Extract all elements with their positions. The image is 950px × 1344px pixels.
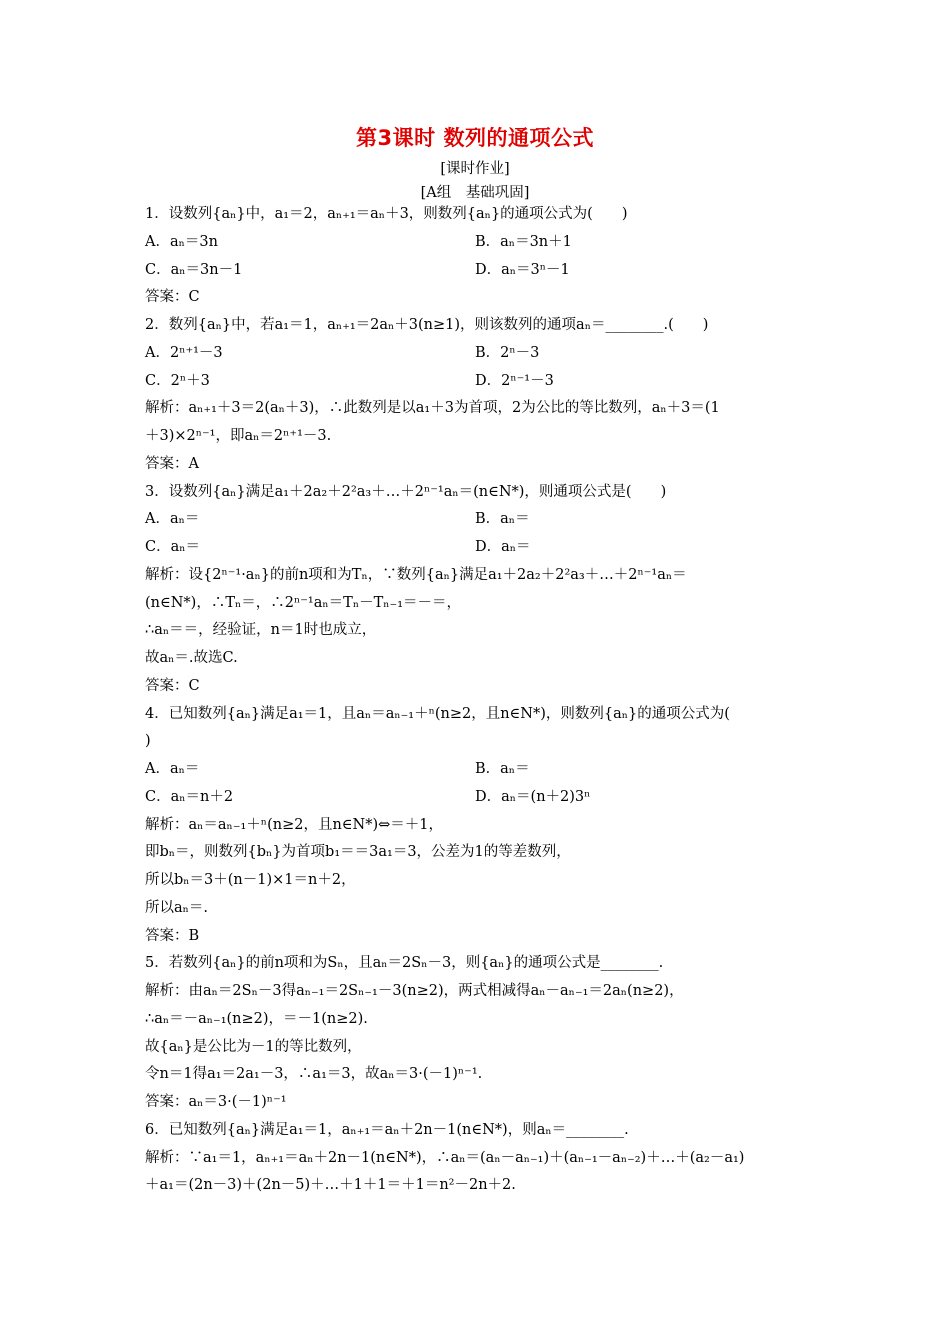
text-line: 令n＝1得a₁＝2a₁－3，∴a₁＝3，故aₙ＝3·(－1)ⁿ⁻¹.: [145, 1066, 483, 1083]
text-line: 答案：C: [145, 677, 200, 694]
text-line: 6．已知数列{aₙ}满足a₁＝1，aₙ₊₁＝aₙ＋2n－1(n∈N*)，则aₙ＝________.: [145, 1121, 629, 1138]
option-left: A．aₙ＝: [145, 511, 200, 528]
text-line: 2．数列{aₙ}中，若a₁＝1，aₙ₊₁＝2aₙ＋3(n≥1)，则该数列的通项aₙ＝________.( ): [145, 317, 709, 333]
options-row: [145, 756, 815, 784]
text-line: 答案：B: [145, 927, 200, 944]
text-line: 解析：∵a₁＝1，aₙ₊₁＝aₙ＋2n－1(n∈N*)，∴aₙ＝(aₙ－aₙ₋₁)＋(aₙ₋₁－aₙ₋₂)＋…＋(a₂－a₁): [145, 1149, 745, 1166]
options-row: [145, 229, 815, 257]
option-right: B．2ⁿ－3: [475, 344, 540, 361]
option-right: D．aₙ＝(n＋2)3ⁿ: [475, 788, 591, 805]
options-row: [145, 784, 815, 812]
option-left: C．aₙ＝: [145, 539, 201, 555]
text-line: (n∈N*)，∴Tₙ＝，∴2ⁿ⁻¹aₙ＝Tₙ－Tₙ₋₁＝－＝，: [145, 594, 462, 611]
option-left: C．2ⁿ＋3: [145, 372, 210, 389]
option-left: C．aₙ＝n＋2: [145, 788, 234, 805]
option-right: B．aₙ＝3n＋1: [475, 233, 572, 250]
text-line: 所以bₙ＝3＋(n－1)×1＝n＋2，: [145, 872, 356, 888]
options-row: [145, 506, 815, 534]
option-right: D．aₙ＝: [475, 539, 531, 555]
option-right: B．aₙ＝: [475, 761, 530, 777]
option-left: A．2ⁿ⁺¹－3: [145, 344, 223, 361]
text-line: 5．若数列{aₙ}的前n项和为Sₙ，且aₙ＝2Sₙ－3，则{aₙ}的通项公式是________.: [145, 955, 664, 972]
text-line: 1．设数列{aₙ}中，a₁＝2，aₙ₊₁＝aₙ＋3，则数列{aₙ}的通项公式为( ): [145, 206, 628, 222]
text-line: 答案：A: [145, 455, 199, 472]
text-line: 所以aₙ＝.: [145, 899, 209, 916]
text-line: 故{aₙ}是公比为－1的等比数列，: [145, 1038, 362, 1055]
text-line: 即bₙ＝，则数列{bₙ}为首项b₁＝＝3a₁＝3，公差为1的等差数列，: [145, 844, 571, 861]
options-row: [145, 340, 815, 368]
text-line: 解析：由aₙ＝2Sₙ－3得aₙ₋₁＝2Sₙ₋₁－3(n≥2)，两式相减得aₙ－aₙ₋₁＝2aₙ(n≥2)，: [145, 983, 684, 999]
page-title: 第3课时 数列的通项公式: [356, 126, 594, 150]
text-line: 解析：设{2ⁿ⁻¹·aₙ}的前n项和为Tₙ，∵数列{aₙ}满足a₁＋2a₂＋2²a₃＋…＋2ⁿ⁻¹aₙ＝: [145, 566, 687, 583]
text-line: ): [145, 733, 151, 750]
text-line: ∴aₙ＝＝，经验证，n＝1时也成立，: [145, 622, 377, 639]
text-line: 答案：C: [145, 289, 200, 306]
text-line: 解析：aₙ＝aₙ₋₁＋ⁿ(n≥2，且n∈N*)⇔＝＋1，: [145, 816, 443, 833]
options-row: [145, 534, 815, 562]
text-line: 答案：aₙ＝3·(－1)ⁿ⁻¹: [145, 1094, 287, 1110]
text-line: 3．设数列{aₙ}满足a₁＋2a₂＋2²a₃＋…＋2ⁿ⁻¹aₙ＝(n∈N*)，则通项公式是( ): [145, 483, 667, 500]
text-line: ∴aₙ＝－aₙ₋₁(n≥2)，＝－1(n≥2).: [145, 1010, 368, 1027]
text-line: 故aₙ＝.故选C.: [145, 650, 238, 666]
text-line: 4．已知数列{aₙ}满足a₁＝1，且aₙ＝aₙ₋₁＋ⁿ(n≥2，且n∈N*)，则数列{aₙ}的通项公式为(: [145, 705, 730, 722]
text-line: ＋a₁＝(2n－3)＋(2n－5)＋…＋1＋1＝＋1＝n²－2n＋2.: [145, 1177, 516, 1194]
options-row: [145, 368, 815, 396]
options-row: [145, 257, 815, 285]
document-body: [145, 201, 815, 1200]
option-right: B．aₙ＝: [475, 511, 530, 528]
text-line: 解析：aₙ₊₁＋3＝2(aₙ＋3)，∴此数列是以a₁＋3为首项，2为公比的等比数列，aₙ＋3＝(1: [145, 400, 720, 417]
option-right: D．2ⁿ⁻¹－3: [475, 372, 554, 389]
text-line: ＋3)×2ⁿ⁻¹，即aₙ＝2ⁿ⁺¹－3.: [145, 428, 332, 444]
page-subtitle: [课时作业]: [440, 161, 510, 177]
group-heading: [A组 基础巩固]: [420, 185, 530, 201]
option-left: C．aₙ＝3n－1: [145, 261, 243, 278]
option-right: D．aₙ＝3ⁿ－1: [475, 261, 570, 278]
option-left: A．aₙ＝3n: [145, 233, 218, 250]
option-left: A．aₙ＝: [145, 761, 200, 777]
